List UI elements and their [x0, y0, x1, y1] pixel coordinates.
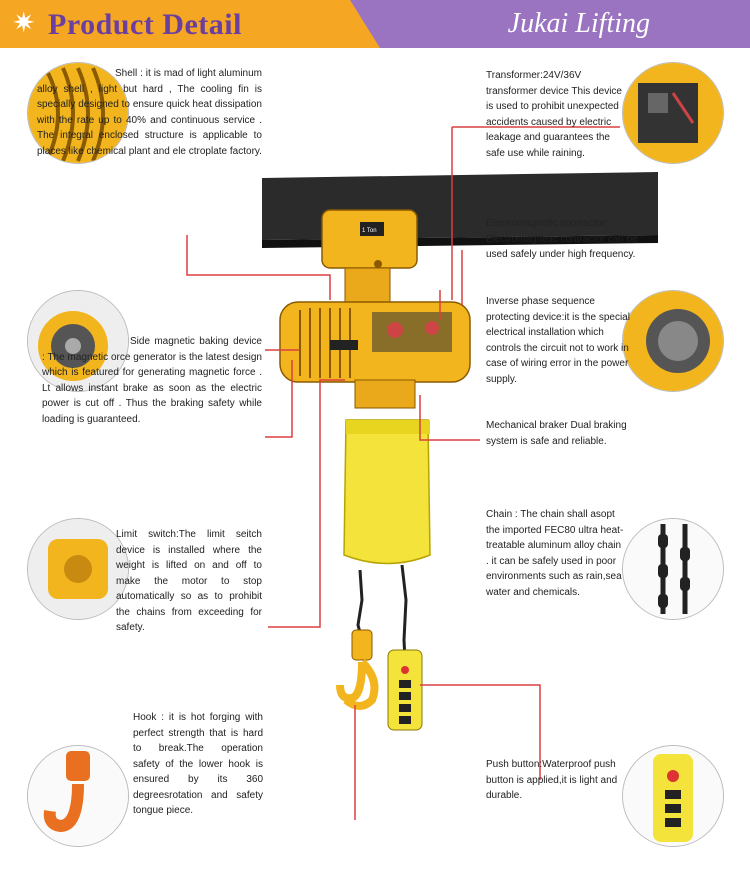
- star-icon: ✷: [12, 7, 36, 38]
- inverse-phase-photo: [622, 290, 724, 392]
- hook: [340, 662, 374, 706]
- trolley-label: 1 Ton: [362, 228, 377, 234]
- inverse-phase-description: Inverse phase sequence protecting device:it is the special electrical installation which controls the circuit not to work in case of wiring error in the power supply.: [486, 296, 630, 385]
- contractor-description: Electromagnetic contractor: Electromagnetic contractor can be used safely under high frequency.: [486, 218, 638, 260]
- chain-bag: [344, 420, 430, 564]
- brand-name: Jukai Lifting: [507, 8, 650, 39]
- limit-switch-photo: [27, 518, 129, 620]
- hook-photo: [27, 745, 129, 847]
- limit-switch-description: Limit switch:The limit seitch device is installed where the weight is lifted on and off to make the motor to stop automatically so as to prohibit the chains from exceeding for safety.: [116, 529, 262, 633]
- transformer-description: Transformer:24V/36V transformer device This device is used to prohibit unexpected accidents caused by electric leakage and guarantees the safe use while raining.: [486, 70, 622, 159]
- trolley: [322, 210, 417, 268]
- chain-photo: [622, 518, 724, 620]
- shell-description: Shell : it is mad of light aluminum alloy shell , light but hard , The cooling fin is specially designed to ensure quick heat dissipation with the rate up to 40% and continuous service . The integral enclosed structure is applicable to places like chemical plant and ele ctroplate factory.: [37, 68, 262, 157]
- page-title: Product Detail: [48, 8, 242, 41]
- mechanical-braker-description: Mechanical braker Dual braking system is safe and reliable.: [486, 420, 627, 447]
- transformer-photo: [622, 62, 724, 164]
- hook-description: Hook : it is hot forging with perfect strength that is hard to break.The operation safety of the lower hook is ensured by its 360 degreesrotation and safety tongue piece.: [133, 712, 263, 816]
- magnetic-braking-description: Side magnetic baking device : The magnetic orce generator is the latest design which is featured for generating magnetic force . Lt allows instant brake as soon as the electric power is cut off . Thus the braking safety while loading is guaranteed.: [42, 336, 262, 425]
- push-button-description: Push button:Waterproof push button is applied,it is light and durable.: [486, 759, 618, 801]
- push-button-photo: [622, 745, 724, 847]
- chain-description: Chain : The chain shall asopt the imported FEC80 ultra heat-treatable aluminum alloy chain . it can be safely used in poor environments such as rain,sea water and chemicals.: [486, 509, 624, 598]
